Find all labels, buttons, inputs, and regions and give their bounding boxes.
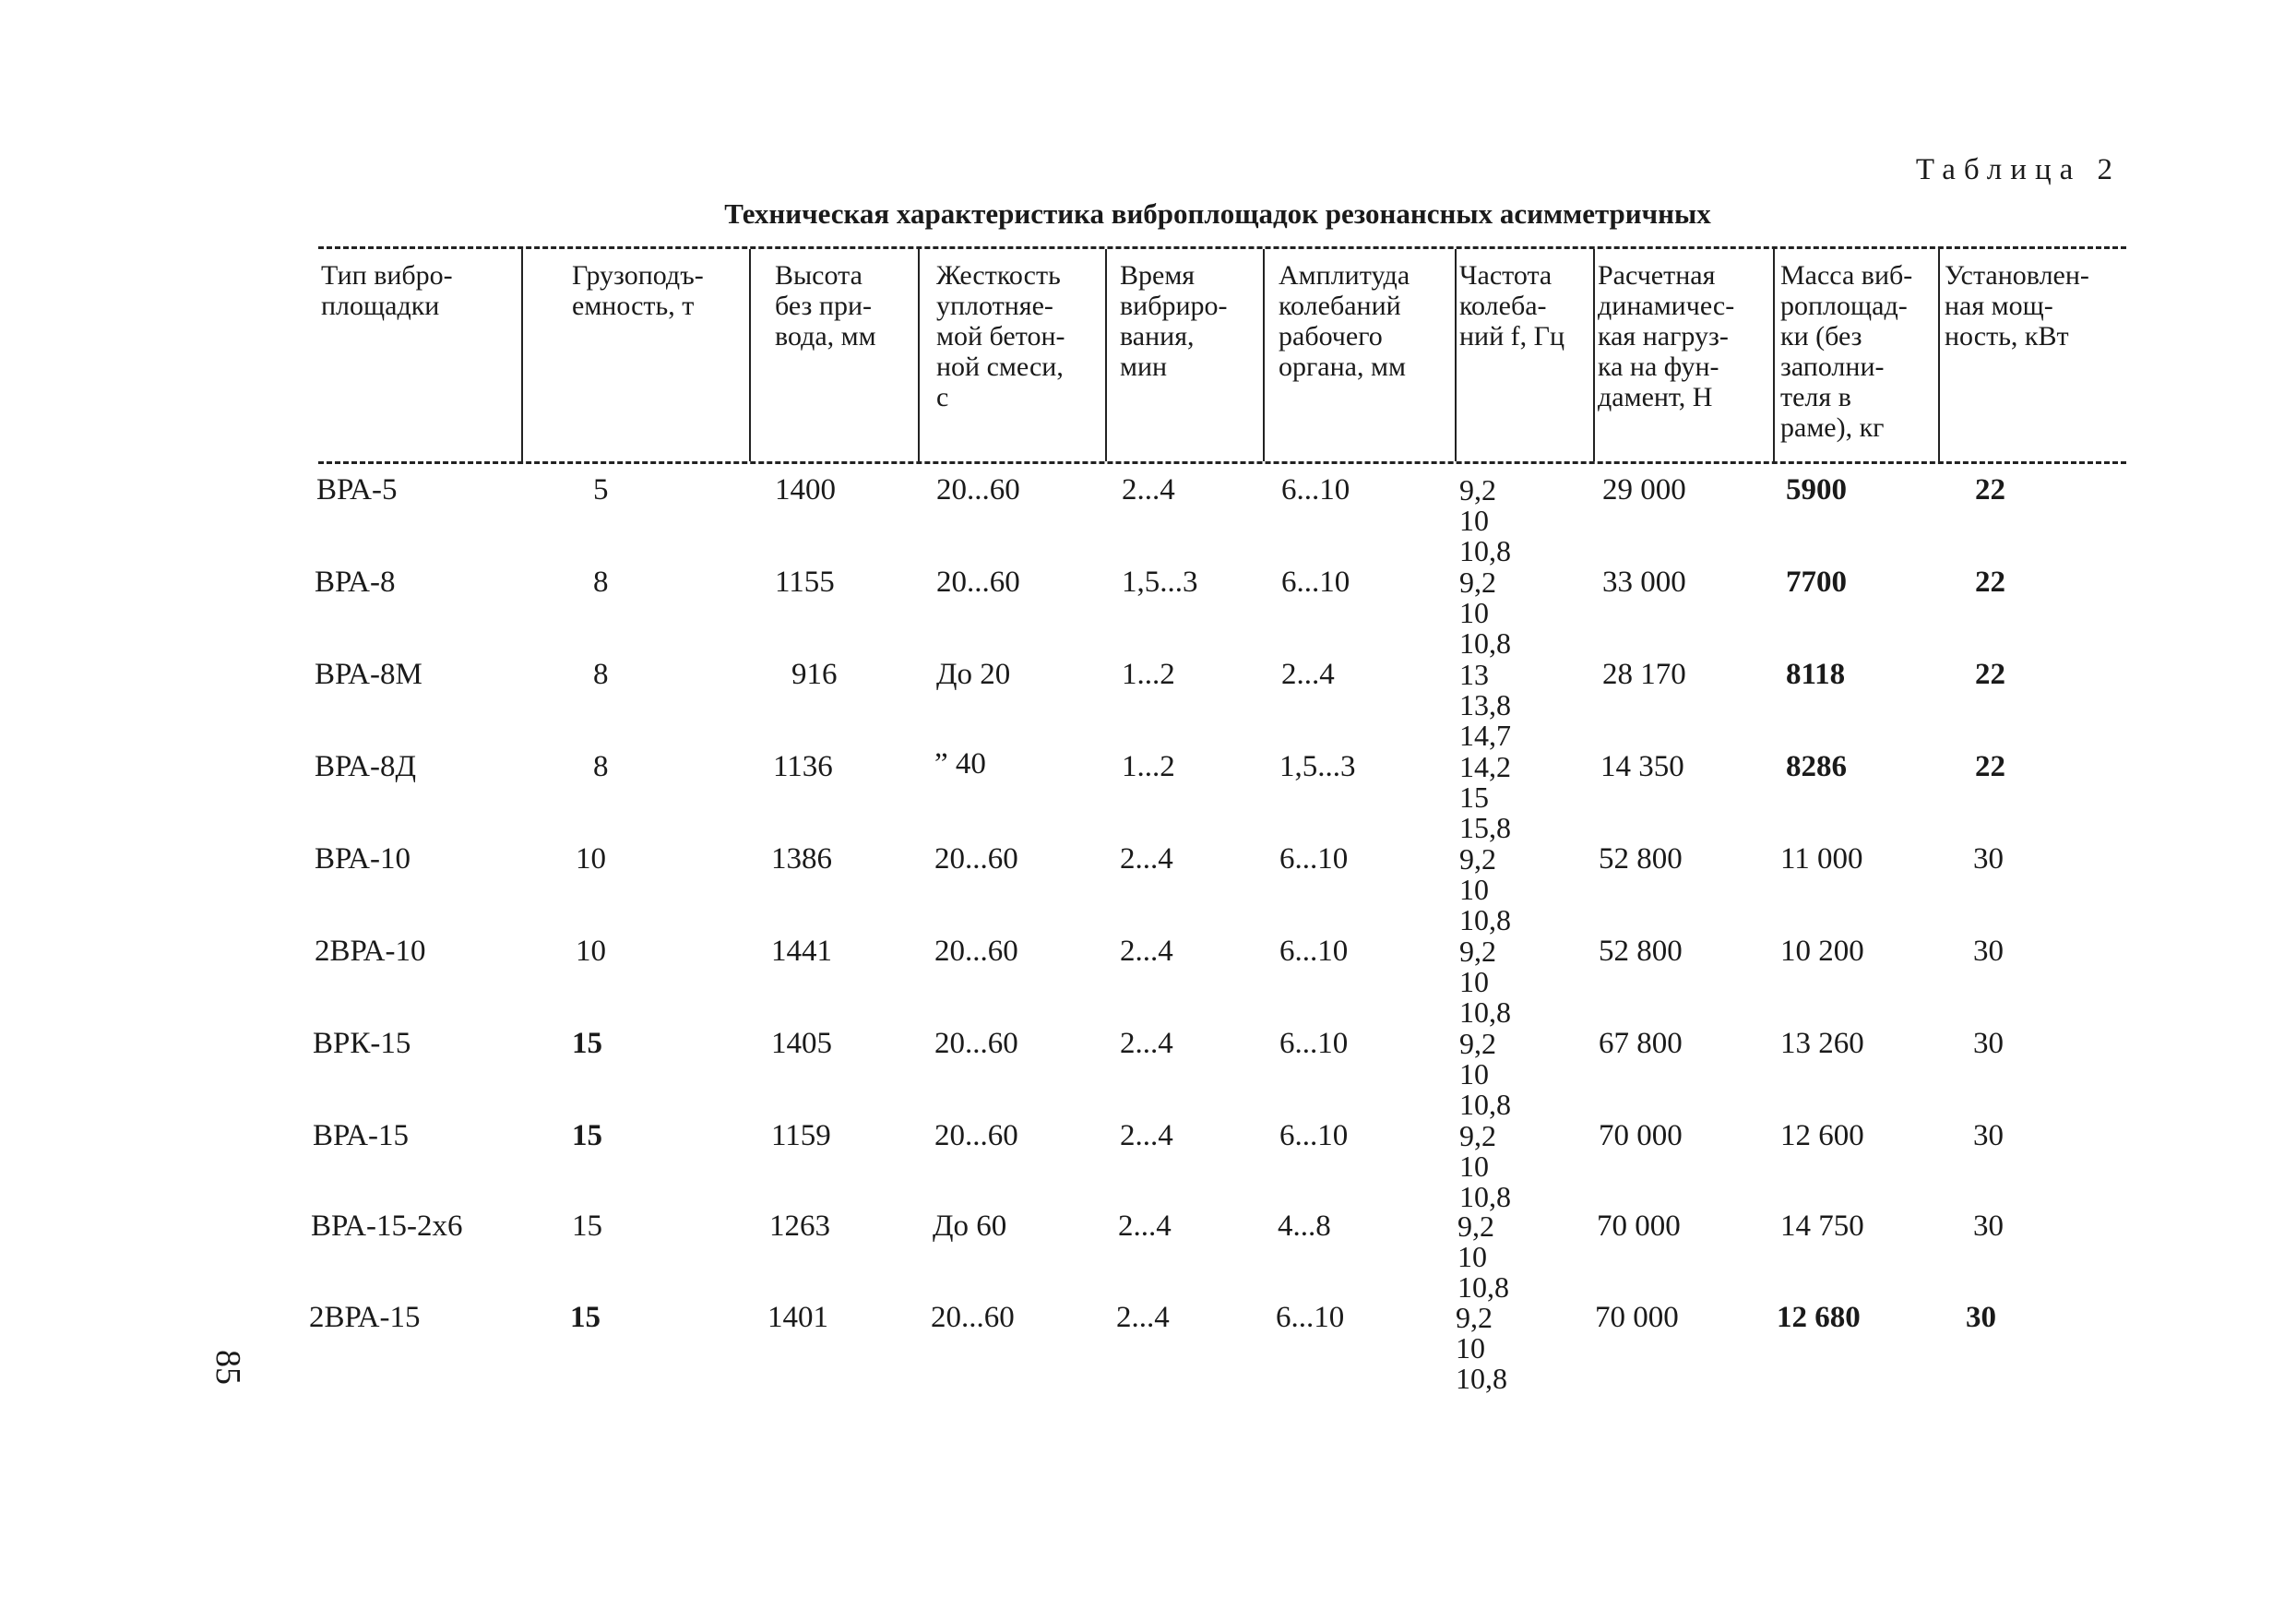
cell-type: 2ВРА-15 [309,1301,421,1334]
cell-frequency: 9,2 10 10,8 [1456,1301,1507,1395]
cell-stiffness: 20...60 [934,1027,1018,1060]
header-mass: Масса виб- роплощад- ки (без заполни- теля в раме), кг [1780,260,1913,443]
cell-stiffness: 20...60 [934,842,1018,876]
cell-load: 14 350 [1600,750,1684,783]
cell-frequency: 13 13,8 14,7 [1459,658,1511,752]
cell-frequency: 9,2 10 10,8 [1457,1210,1509,1304]
cell-stiffness: ” 40 [934,747,986,781]
cell-load: 29 000 [1602,473,1686,507]
cell-type: ВРА-10 [315,842,410,876]
column-separator [1455,249,1457,461]
cell-height: 1441 [771,935,832,968]
cell-power: 22 [1975,473,2005,507]
cell-load: 67 800 [1599,1027,1683,1060]
cell-amplitude: 6...10 [1279,1027,1349,1060]
cell-mass: 8286 [1786,750,1847,783]
cell-type: ВРА-5 [316,473,398,507]
cell-capacity: 15 [572,1027,602,1060]
cell-type: ВРА-8Д [315,750,416,783]
cell-amplitude: 6...10 [1281,566,1350,599]
cell-mass: 12 600 [1780,1119,1864,1152]
cell-mass: 7700 [1786,566,1847,599]
cell-height: 1400 [775,473,836,507]
table-label: Таблица 2 [1915,153,2121,186]
header-frequency: Частота колеба- ний f, Гц [1459,260,1565,352]
cell-load: 70 000 [1595,1301,1679,1334]
cell-power: 30 [1973,1210,2004,1243]
cell-time: 2...4 [1120,935,1173,968]
header-height: Высота без при- вода, мм [775,260,876,352]
cell-type: ВРК-15 [313,1027,411,1060]
cell-capacity: 8 [593,658,609,691]
column-separator [749,249,751,461]
column-separator [1773,249,1775,461]
cell-amplitude: 6...10 [1281,473,1350,507]
cell-power: 30 [1973,842,2004,876]
cell-amplitude: 6...10 [1279,1119,1349,1152]
cell-amplitude: 6...10 [1279,935,1349,968]
cell-type: ВРА-15 [313,1119,409,1152]
cell-mass: 14 750 [1780,1210,1864,1243]
cell-capacity: 8 [593,566,609,599]
cell-stiffness: 20...60 [936,566,1020,599]
cell-height: 1159 [771,1119,831,1152]
cell-stiffness: 20...60 [936,473,1020,507]
cell-load: 28 170 [1602,658,1686,691]
cell-time: 2...4 [1120,1119,1173,1152]
header-load: Расчетная динамичес- кая нагруз- ка на фун- дамент, Н [1598,260,1735,412]
cell-height: 1405 [771,1027,832,1060]
cell-height: 1401 [767,1301,828,1334]
cell-mass: 8118 [1786,658,1846,691]
header-time: Время вибриро- вания, мин [1120,260,1228,382]
cell-frequency: 9,2 10 10,8 [1459,566,1511,660]
cell-time: 1...2 [1122,658,1175,691]
cell-height: 1136 [773,750,833,783]
cell-mass: 13 260 [1780,1027,1864,1060]
cell-time: 2...4 [1122,473,1175,507]
cell-time: 2...4 [1116,1301,1170,1334]
cell-time: 1,5...3 [1122,566,1198,599]
cell-mass: 5900 [1786,473,1847,507]
cell-frequency: 14,2 15 15,8 [1459,750,1511,844]
cell-power: 22 [1975,750,2005,783]
cell-stiffness: 20...60 [934,935,1018,968]
cell-power: 22 [1975,566,2005,599]
cell-height: 916 [791,658,838,691]
cell-mass: 12 680 [1777,1301,1861,1334]
cell-height: 1386 [771,842,832,876]
column-separator [1263,249,1265,461]
cell-capacity: 15 [570,1301,601,1334]
cell-stiffness: 20...60 [931,1301,1015,1334]
page-number: 85 [208,1350,247,1385]
cell-load: 52 800 [1599,842,1683,876]
table-top-rule [318,246,2126,249]
cell-amplitude: 6...10 [1276,1301,1345,1334]
column-separator [1938,249,1940,461]
cell-time: 2...4 [1120,1027,1173,1060]
header-capacity: Грузоподъ- емность, т [572,260,704,321]
cell-frequency: 9,2 10 10,8 [1459,1119,1511,1213]
header-bottom-rule [318,461,2126,464]
cell-amplitude: 4...8 [1278,1210,1331,1243]
cell-stiffness: До 60 [933,1210,1007,1243]
cell-time: 1...2 [1122,750,1175,783]
cell-amplitude: 1,5...3 [1279,750,1356,783]
cell-power: 30 [1973,1119,2004,1152]
table-title: Техническая характеристика виброплощадок резонансных асимметричных [724,197,1711,230]
cell-capacity: 15 [572,1210,602,1243]
cell-time: 2...4 [1120,842,1173,876]
cell-power: 30 [1973,935,2004,968]
cell-load: 33 000 [1602,566,1686,599]
cell-amplitude: 6...10 [1279,842,1349,876]
cell-capacity: 10 [576,935,606,968]
header-amplitude: Амплитуда колебаний рабочего органа, мм [1279,260,1410,382]
cell-capacity: 15 [572,1119,602,1152]
cell-type: ВРА-8 [315,566,396,599]
cell-height: 1155 [775,566,835,599]
cell-time: 2...4 [1118,1210,1172,1243]
cell-load: 70 000 [1599,1119,1683,1152]
column-separator [1105,249,1107,461]
column-separator [1593,249,1595,461]
cell-stiffness: До 20 [936,658,1011,691]
cell-frequency: 9,2 10 10,8 [1459,935,1511,1029]
cell-stiffness: 20...60 [934,1119,1018,1152]
header-power: Установлен- ная мощ- ность, кВт [1945,260,2089,352]
cell-load: 70 000 [1597,1210,1681,1243]
cell-type: ВРА-8М [315,658,422,691]
cell-mass: 10 200 [1780,935,1864,968]
cell-capacity: 8 [593,750,609,783]
cell-type: ВРА-15-2х6 [311,1210,463,1243]
header-type: Тип вибро- площадки [321,260,453,321]
cell-power: 22 [1975,658,2005,691]
cell-type: 2ВРА-10 [315,935,426,968]
cell-mass: 11 000 [1780,842,1863,876]
cell-capacity: 5 [593,473,609,507]
cell-capacity: 10 [576,842,606,876]
cell-amplitude: 2...4 [1281,658,1335,691]
column-separator [918,249,920,461]
cell-frequency: 9,2 10 10,8 [1459,473,1511,567]
header-stiffness: Жесткость уплотняе- мой бетон- ной смеси, с [936,260,1065,412]
cell-load: 52 800 [1599,935,1683,968]
cell-height: 1263 [769,1210,830,1243]
column-separator [521,249,523,461]
cell-frequency: 9,2 10 10,8 [1459,1027,1511,1121]
cell-frequency: 9,2 10 10,8 [1459,842,1511,936]
cell-power: 30 [1973,1027,2004,1060]
cell-power: 30 [1966,1301,1996,1334]
